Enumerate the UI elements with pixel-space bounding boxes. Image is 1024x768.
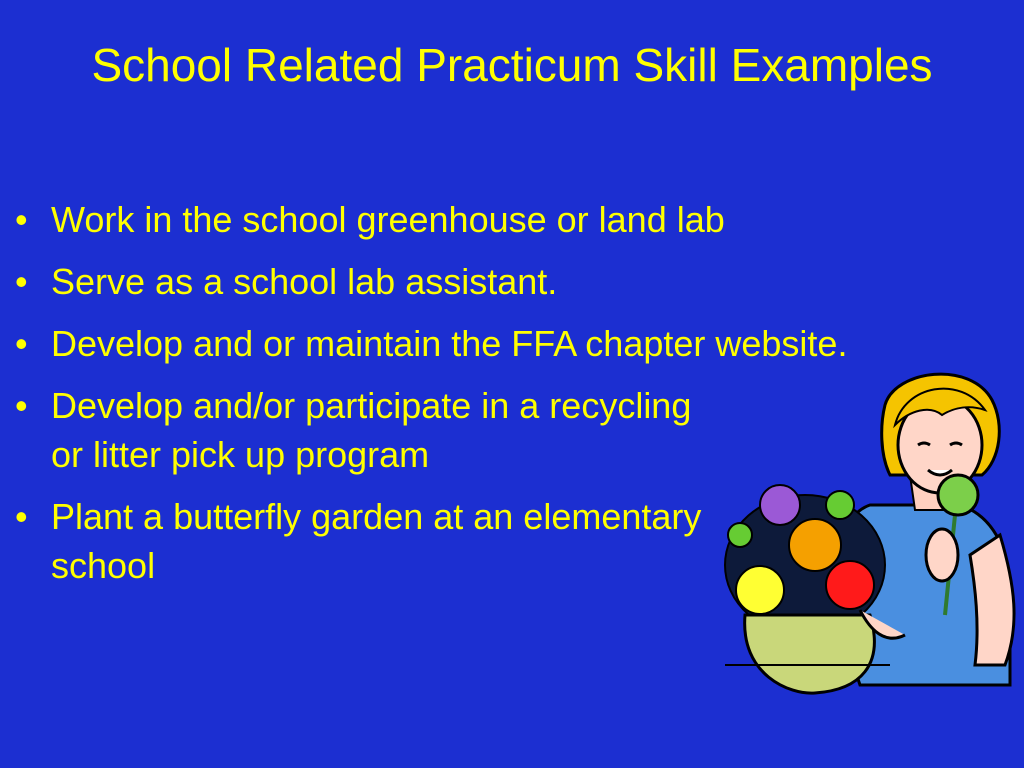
- woman-holding-flower-bouquet-icon: [720, 365, 1020, 695]
- bullet-icon: •: [15, 385, 28, 426]
- bullet-text: Plant a butterfly garden at an elementary school: [51, 496, 702, 586]
- bullet-text: Develop and/or participate in a recycling or litter pick up program: [51, 385, 692, 475]
- bullet-text: Serve as a school lab assistant.: [51, 261, 558, 302]
- bullet-text: Work in the school greenhouse or land lab: [51, 199, 725, 240]
- bullet-icon: •: [15, 199, 28, 240]
- bullet-icon: •: [15, 323, 28, 364]
- bullet-item: [0, 257, 920, 306]
- bullet-item: [0, 195, 920, 244]
- bullet-icon: •: [15, 261, 28, 302]
- slide-title: School Related Practicum Skill Examples: [91, 39, 933, 91]
- bullet-text: Develop and or maintain the FFA chapter website.: [51, 323, 848, 364]
- bullet-icon: •: [15, 496, 28, 537]
- bullet-item: [0, 319, 920, 368]
